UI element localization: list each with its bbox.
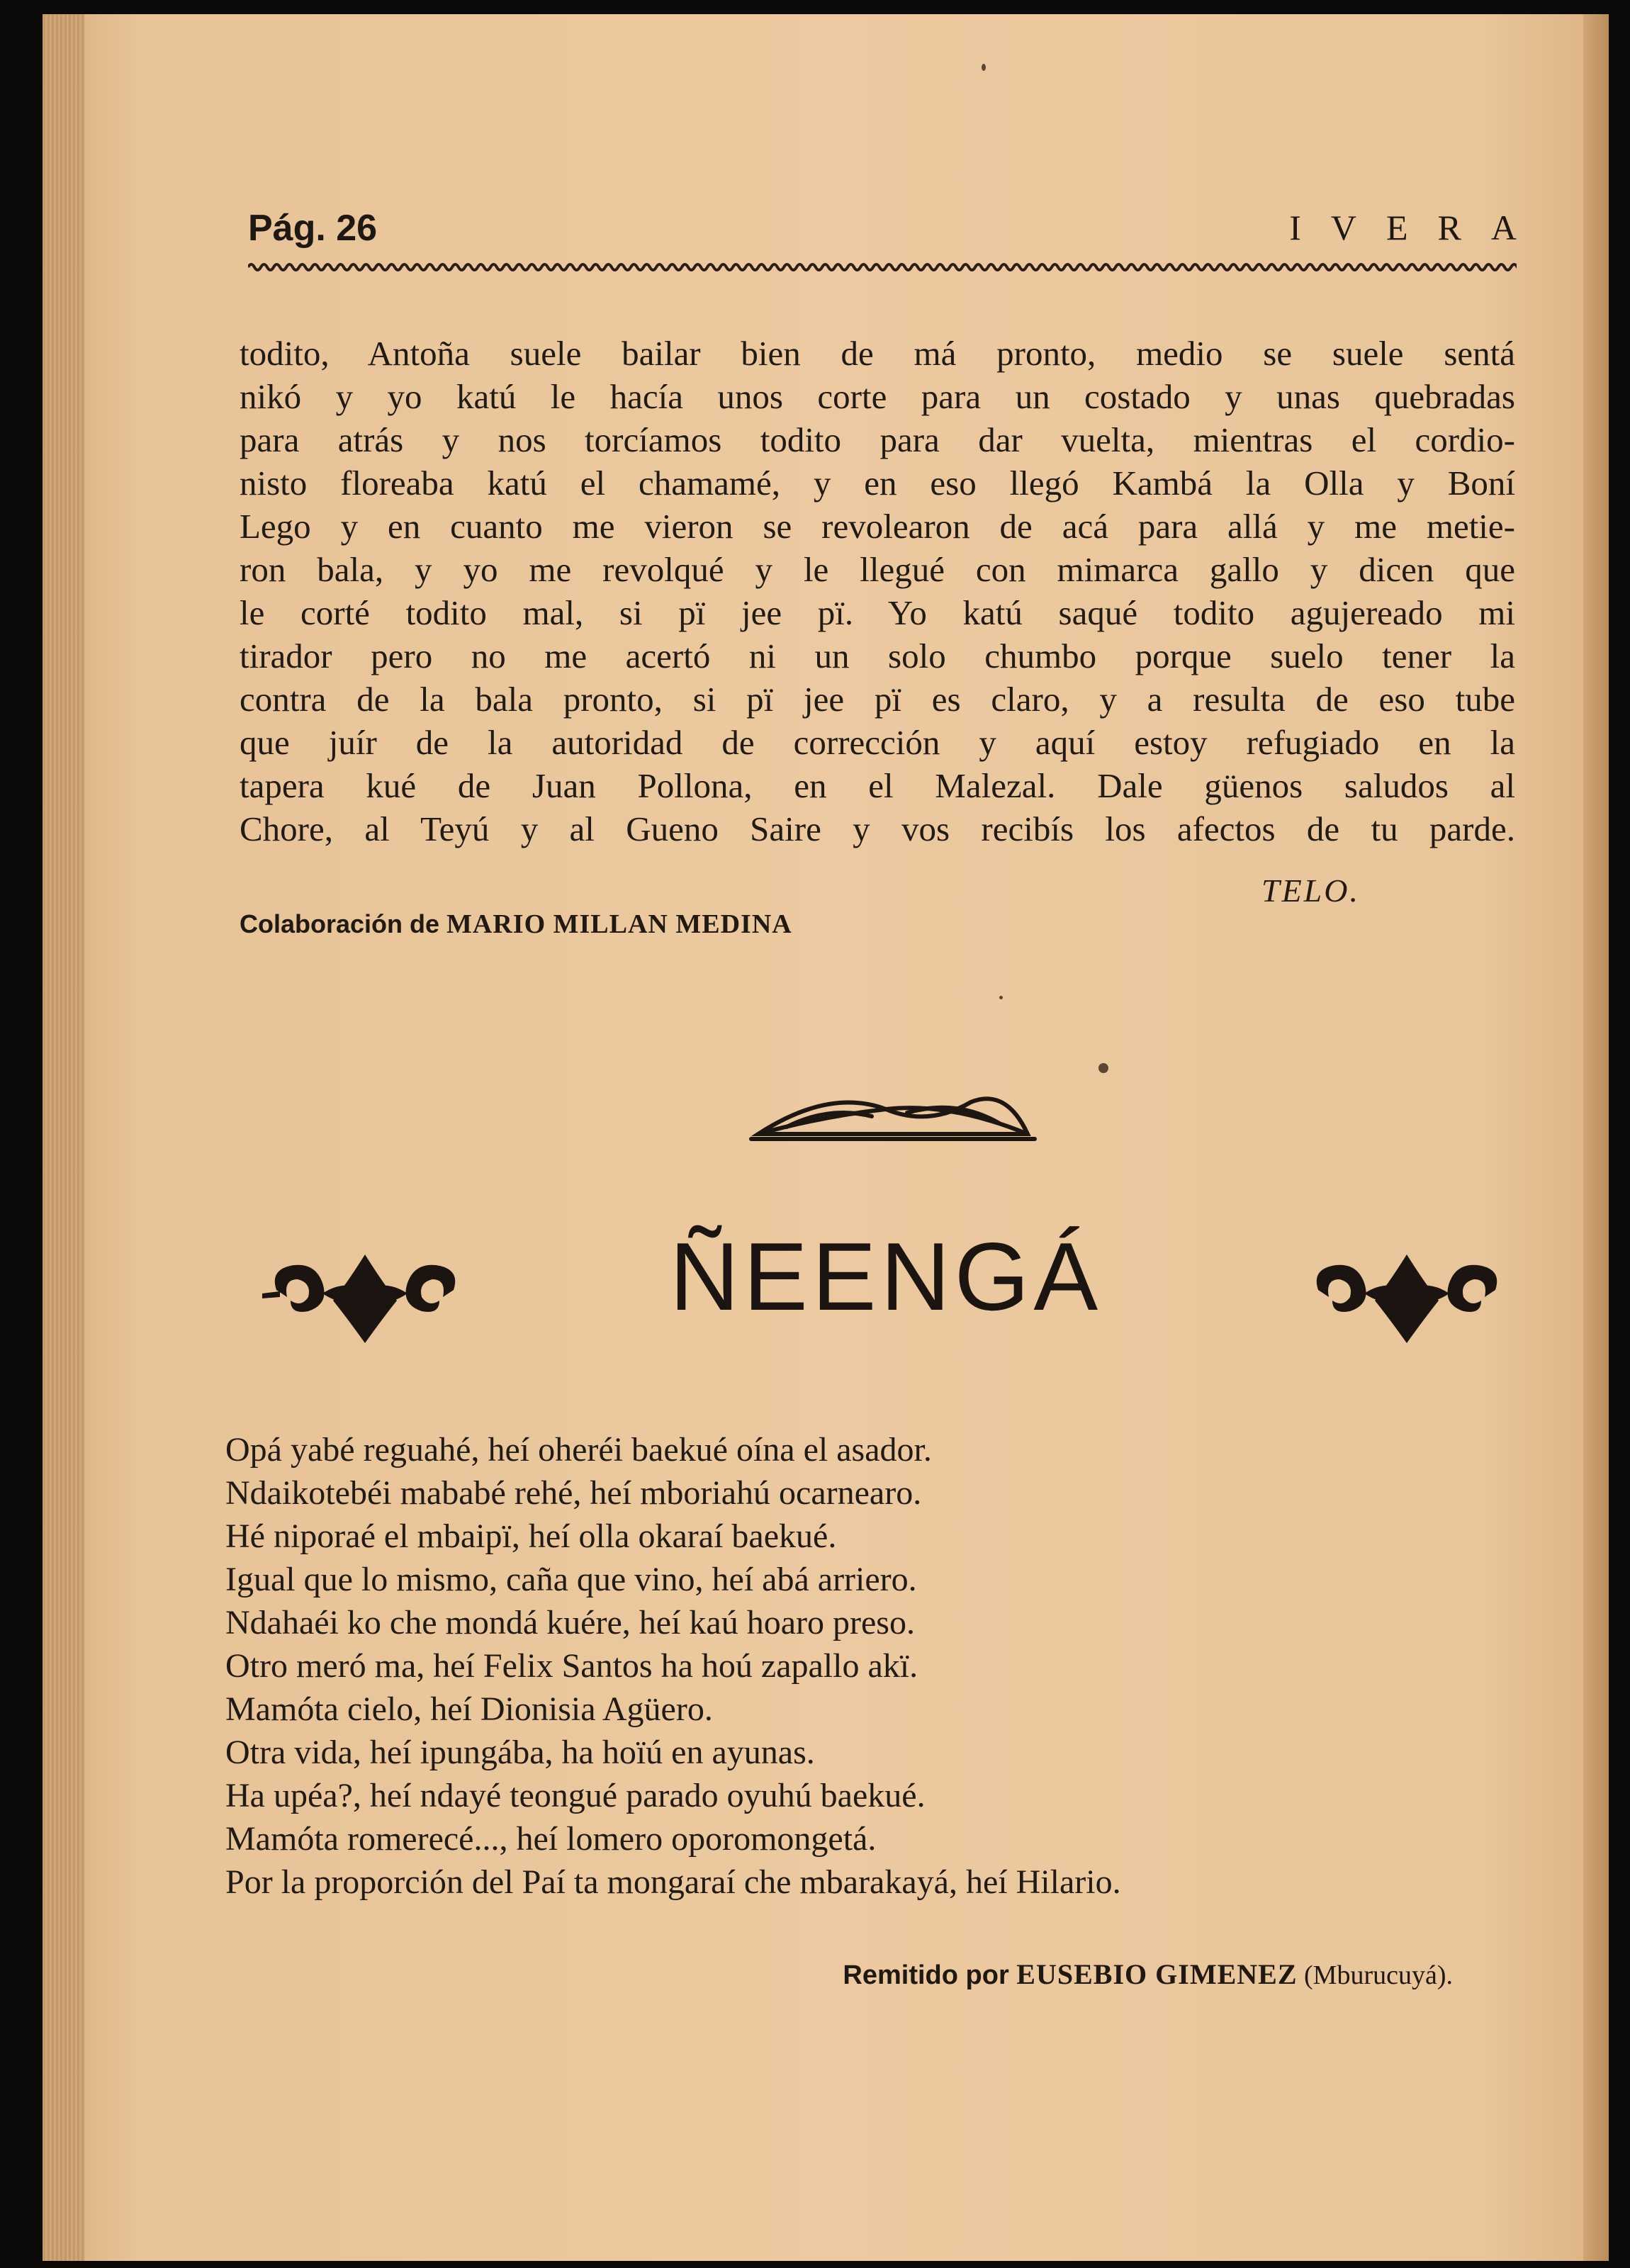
- poem-line: Mamóta cielo, heí Dionisia Agüero.: [225, 1690, 713, 1728]
- letter-text: [240, 332, 1515, 850]
- stacked-page-edges: [43, 14, 85, 2261]
- paper-speck: [1098, 1063, 1108, 1073]
- page-number: Pág. 26: [248, 208, 378, 249]
- binding-edge: [1583, 14, 1609, 2261]
- collaboration-credit: [240, 909, 792, 940]
- fleuron-left-icon: [262, 1240, 468, 1347]
- poem-line: Otro meró ma, heí Felix Santos ha hoú zapallo akï.: [225, 1647, 918, 1685]
- letter-line: Lego y en cuanto me vieron se revolearon de acá para allá y me metie-: [240, 507, 1515, 546]
- remitted-credit: [843, 1958, 1453, 1991]
- paper-speck: [999, 996, 1003, 999]
- fleuron-right-icon: [1304, 1240, 1510, 1347]
- poem-line: Opá yabé reguahé, heí oheréi baekué oína el asador.: [225, 1431, 932, 1469]
- poem-line: Ndaikotebéi mababé rehé, heí mboriahú ocarnearo.: [225, 1474, 922, 1512]
- letter-line: Chore, al Teyú y al Gueno Saire y vos recibís los afectos de tu parde.: [240, 809, 1515, 848]
- poem-line: Ndahaéi ko che mondá kuére, heí kaú hoaro preso.: [225, 1604, 915, 1641]
- credit-place: (Mburucuyá).: [1297, 1960, 1453, 1990]
- credit-prefix: Remitido por: [843, 1960, 1017, 1990]
- credit-name: MARIO MILLAN MEDINA: [446, 909, 792, 939]
- wavy-rule-divider: [248, 259, 1517, 276]
- letter-line: nikó y yo katú le hacía unos corte para un costado y unas quebradas: [240, 377, 1515, 416]
- letter-line: tapera kué de Juan Pollona, en el Malezal. Dale güenos saludos al: [240, 766, 1515, 805]
- braid-ornament-icon: [744, 1074, 1042, 1152]
- poem-line: Ha upéa?, heí ndayé teongué parado oyuhú baekué.: [225, 1777, 926, 1814]
- poem-line: Mamóta romerecé..., heí lomero oporomongetá.: [225, 1820, 877, 1858]
- letter-line: le corté todito mal, si pï jee pï. Yo katú saqué todito agujereado mi: [240, 593, 1515, 632]
- letter-line: tirador pero no me acertó ni un solo chumbo porque suelo tener la: [240, 636, 1515, 675]
- book-page: [43, 14, 1609, 2261]
- poem-text: [225, 1428, 1501, 1904]
- letter-line: para atrás y nos torcíamos todito para dar vuelta, mientras el cordio-: [240, 420, 1515, 459]
- letter-line: nisto floreaba katú el chamamé, y en eso llegó Kambá la Olla y Boní: [240, 464, 1515, 503]
- letter-line: que juír de la autoridad de corrección y aquí estoy refugiado en la: [240, 723, 1515, 762]
- poem-line: Hé niporaé el mbaipï, heí olla okaraí baekué.: [225, 1517, 837, 1555]
- poem-line: Igual que lo mismo, caña que vino, heí abá arriero.: [225, 1561, 917, 1598]
- credit-prefix: Colaboración de: [240, 909, 447, 938]
- running-title: IVERA: [1289, 208, 1546, 247]
- letter-line: contra de la bala pronto, si pï jee pï es claro, y a resulta de eso tube: [240, 680, 1515, 719]
- poem-line: Otra vida, heí ipungába, ha hoïú en ayunas.: [225, 1734, 815, 1771]
- poem-title: ÑEENGÁ: [669, 1223, 1103, 1330]
- credit-name: EUSEBIO GIMENEZ: [1016, 1958, 1298, 1990]
- paper-speck: [982, 64, 986, 71]
- letter-line: todito, Antoña suele bailar bien de má pronto, medio se suele sentá: [240, 334, 1515, 373]
- letter-signature: TELO.: [1261, 872, 1360, 909]
- poem-line: Por la proporción del Paí ta mongaraí che mbarakayá, heí Hilario.: [225, 1863, 1121, 1901]
- page-header: [248, 207, 1546, 249]
- letter-line: ron bala, y yo me revolqué y le llegué con mimarca gallo y dicen que: [240, 550, 1515, 589]
